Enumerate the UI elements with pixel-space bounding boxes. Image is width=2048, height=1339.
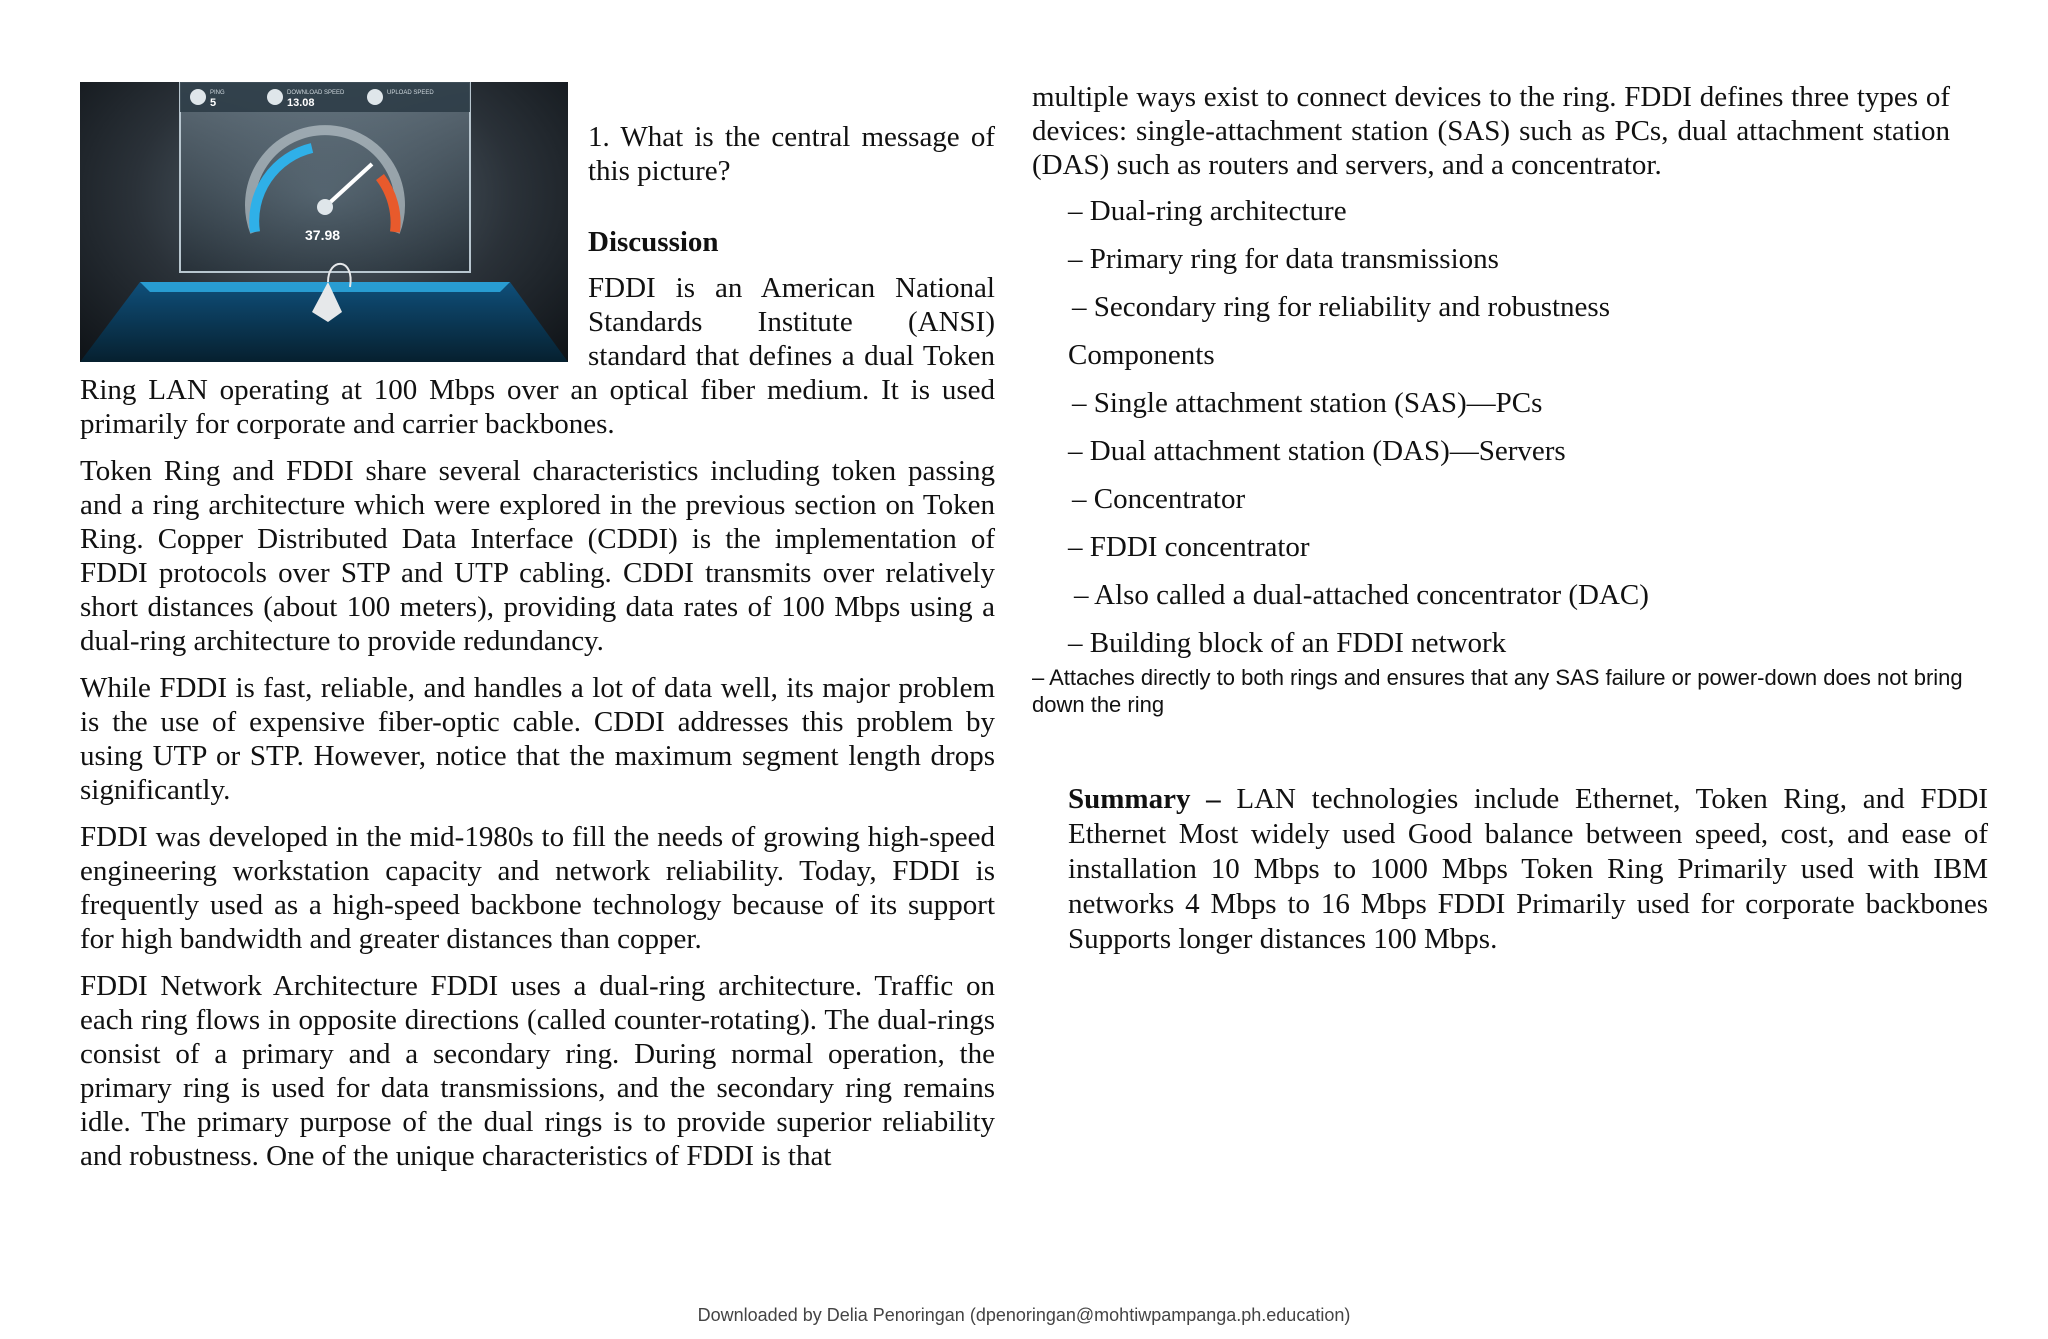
list-item: – Concentrator xyxy=(1072,483,1246,515)
download-label: DOWNLOAD SPEED xyxy=(287,90,345,96)
summary-label: Summary – xyxy=(1068,783,1221,815)
list-item: – Building block of an FDDI network xyxy=(1068,627,1507,659)
paragraph-architecture: FDDI Network Architecture FDDI uses a dual-ring architecture. Traffic on each ring flows in opposite directions (called counter-rotating). The dual-rings consist of a primary and a secondary ring. During normal operation, the primary ring is used for data transmissions, and the secondary ring remains idle. The primary purpose of the dual rings is to provide superior reliability and robustness. One of the unique characteristics of FDDI is that xyxy=(80,970,995,1172)
list-item: – Dual-ring architecture xyxy=(1068,195,1347,227)
paragraph-fddi-intro: FDDI is an American National Standards Institute (ANSI) standard that defines a dual Token Ring LAN operating at 100 Mbps over an optical fiber medium. It is used primarily for corporate and carrier backbones. xyxy=(80,272,995,440)
ping-value: 5 xyxy=(210,97,217,109)
download-value: 13.08 xyxy=(287,97,315,109)
gauge-reading: 37.98 xyxy=(305,227,341,243)
summary-paragraph xyxy=(1068,782,1988,957)
list-item: – Also called a dual-attached concentrator (DAC) xyxy=(1074,579,1649,611)
speedtest-image xyxy=(80,82,568,362)
list-item: – Secondary ring for reliability and robustness xyxy=(1072,291,1610,323)
speedometer-icon xyxy=(80,82,568,362)
list-item: – Primary ring for data transmissions xyxy=(1068,243,1499,275)
paragraph-history: FDDI was developed in the mid-1980s to fill the needs of growing high-speed engineering workstation capacity and network reliability. Today, FDDI is frequently used as a high-speed backbone technology because of its support for high bandwidth and greater distances than copper. xyxy=(80,821,995,955)
attachment-note: – Attaches directly to both rings and ensures that any SAS failure or power-down does not bring down the ring xyxy=(1032,665,1963,717)
upload-label: UPLOAD SPEED xyxy=(387,90,434,96)
left-column xyxy=(80,82,995,1186)
ping-label: PING xyxy=(210,90,225,96)
list-item: – Dual attachment station (DAS)—Servers xyxy=(1068,435,1566,467)
summary-text: LAN technologies include Ethernet, Token Ring, and FDDI Ethernet Most widely used Good balance between speed, cost, and ease of installation 10 Mbps to 1000 Mbps Token Ring Primarily used with IBM networks 4 Mbps to 16 Mbps FDDI Primarily used for corporate backbones Supports longer distances 100 Mbps. xyxy=(1068,783,1988,955)
right-intro: multiple ways exist to connect devices to the ring. FDDI defines three types of devices: single-attachment station (SAS) such as PCs, dual attachment station (DAS) such as routers and servers, and a concentrator. xyxy=(1032,81,1950,181)
list-item: Components xyxy=(1068,339,1215,371)
list-item: – Single attachment station (SAS)—PCs xyxy=(1072,387,1543,419)
download-footer: Downloaded by Delia Penoringan (dpenoringan@mohtiwpampanga.ph.education) xyxy=(697,1305,1351,1325)
paragraph-cddi: While FDDI is fast, reliable, and handles a lot of data well, its major problem is the use of expensive fiber-optic cable. CDDI addresses this problem by using UTP or STP. However, notice that the maximum segment length drops significantly. xyxy=(80,672,995,806)
paragraph-token-ring: Token Ring and FDDI share several characteristics including token passing and a ring architecture which were explored in the previous section on Token Ring. Copper Distributed Data Interface (CDDI) is the implementation of FDDI protocols over STP and UTP cabling. CDDI transmits over relatively short distances (about 100 meters), providing data rates of 100 Mbps using a dual-ring architecture to provide redundancy. xyxy=(80,455,995,657)
list-item: – FDDI concentrator xyxy=(1068,531,1310,563)
right-column xyxy=(1032,80,1988,957)
question-text: 1. What is the central message of this picture? xyxy=(588,121,995,187)
discussion-heading: Discussion xyxy=(588,226,719,258)
